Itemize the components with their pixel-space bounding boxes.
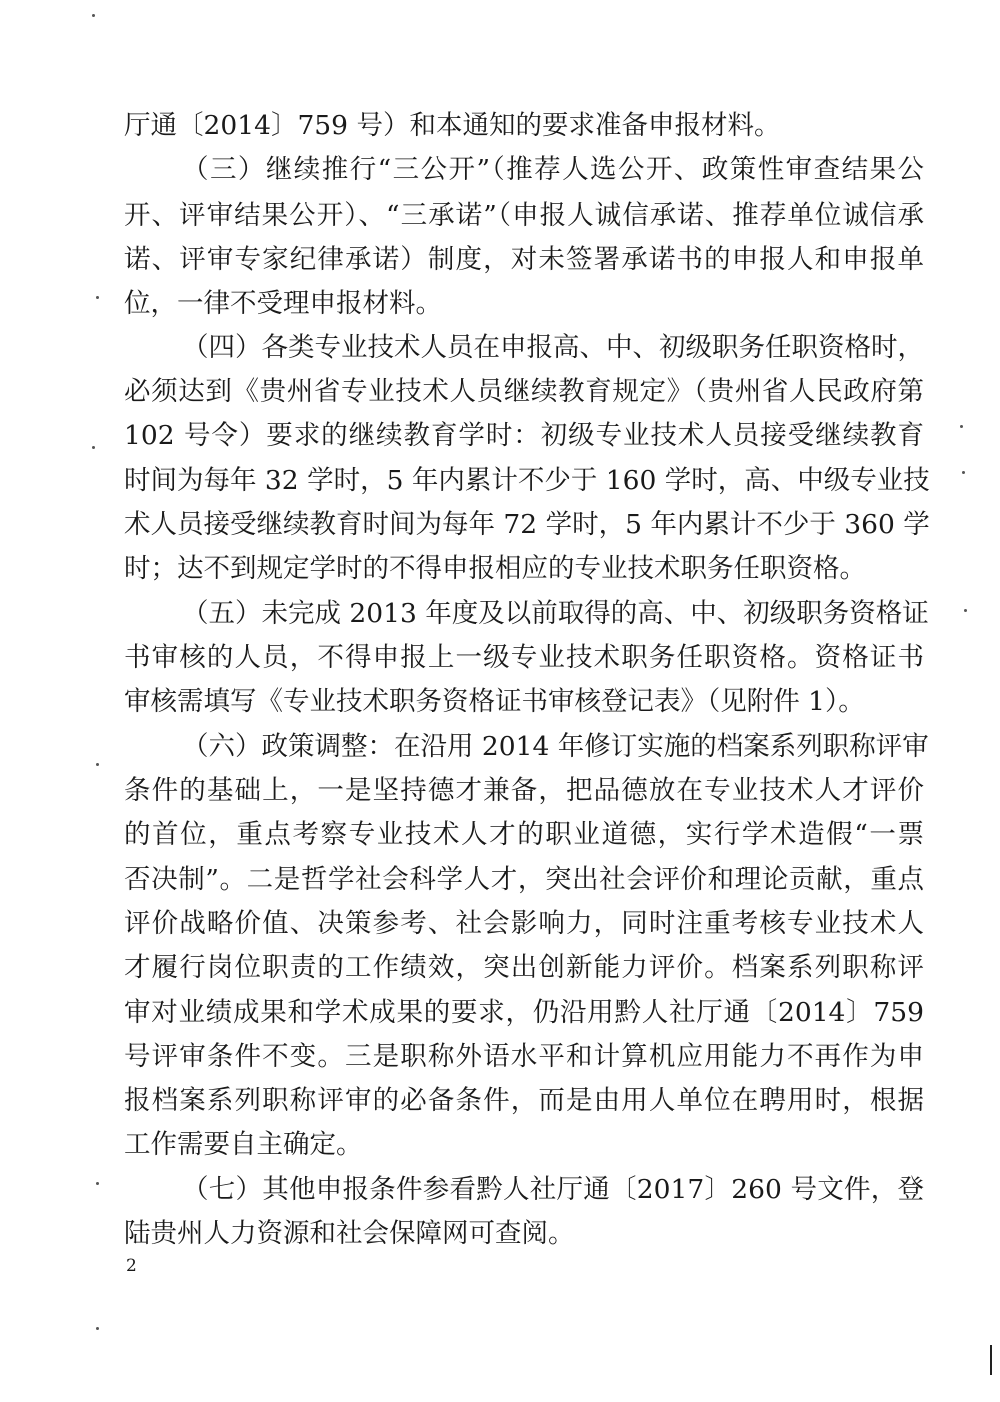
text-line-24: 工作需要自主确定。 bbox=[124, 1129, 363, 1160]
scan-speck bbox=[96, 763, 99, 766]
text-line-22: 号评审条件不变。三是职称外语水平和计算机应用能力不再作为申 bbox=[124, 1041, 924, 1072]
scan-edge-mark bbox=[990, 1345, 992, 1375]
text-line-10: 术人员接受继续教育时间为每年 72 学时，5 年内累计不少于 360 学 bbox=[124, 509, 930, 540]
text-line-14: 审核需填写《专业技术职务资格证书审核登记表》（见附件 1）。 bbox=[124, 686, 865, 717]
text-line-7: 必须达到《贵州省专业技术人员继续教育规定》（贵州省人民政府第 bbox=[124, 376, 924, 407]
text-line-11: 时；达不到规定学时的不得申报相应的专业技术职务任职资格。 bbox=[124, 553, 866, 584]
text-line-13: 书审核的人员，不得申报上一级专业技术职务任职资格。资格证书 bbox=[124, 642, 924, 673]
text-line-18: 否决制”。二是哲学社会科学人才，突出社会评价和理论贡献，重点 bbox=[124, 864, 924, 895]
text-line-1: 厅通〔2014〕759 号）和本通知的要求准备申报材料。 bbox=[124, 110, 781, 141]
text-line-9: 时间为每年 32 学时，5 年内累计不少于 160 学时，高、中级专业技 bbox=[124, 465, 930, 496]
text-line-4: 诺、评审专家纪律承诺）制度，对未签署承诺书的申报人和申报单 bbox=[124, 244, 924, 275]
text-line-21: 审对业绩成果和学术成果的要求，仍沿用黔人社厅通〔2014〕759 bbox=[124, 997, 924, 1028]
text-line-26: 陆贵州人力资源和社会保障网可查阅。 bbox=[124, 1218, 575, 1249]
scan-speck bbox=[96, 296, 99, 299]
text-line-25: （七）其他申报条件参看黔人社厅通〔2017〕260 号文件，登 bbox=[182, 1174, 924, 1205]
scan-speck bbox=[96, 1327, 99, 1330]
scan-speck bbox=[960, 425, 963, 428]
text-line-17: 的首位，重点考察专业技术人才的职业道德，实行学术造假“一票 bbox=[124, 819, 924, 850]
text-line-16: 条件的基础上，一是坚持德才兼备，把品德放在专业技术人才评价 bbox=[124, 775, 924, 806]
text-line-8: 102 号令）要求的继续教育学时：初级专业技术人员接受继续教育 bbox=[124, 420, 924, 451]
text-line-20: 才履行岗位职责的工作绩效，突出创新能力评价。档案系列职称评 bbox=[124, 952, 924, 983]
page-number: 2 bbox=[126, 1256, 137, 1276]
text-line-23: 报档案系列职称评审的必备条件，而是由用人单位在聘用时，根据 bbox=[124, 1085, 924, 1116]
text-line-3: 开、评审结果公开）、“三承诺”（申报人诚信承诺、推荐单位诚信承 bbox=[124, 200, 924, 231]
text-line-12: （五）未完成 2013 年度及以前取得的高、中、初级职务资格证 bbox=[182, 598, 929, 629]
scan-speck bbox=[96, 1182, 99, 1185]
scan-speck bbox=[964, 609, 967, 612]
text-line-19: 评价战略价值、决策参考、社会影响力，同时注重考核专业技术人 bbox=[124, 908, 924, 939]
text-line-15: （六）政策调整：在沿用 2014 年修订实施的档案系列职称评审 bbox=[182, 731, 929, 762]
scan-speck bbox=[92, 446, 95, 449]
text-line-6: （四）各类专业技术人员在申报高、中、初级职务任职资格时， bbox=[182, 332, 924, 363]
text-line-5: 位，一律不受理申报材料。 bbox=[124, 288, 442, 319]
scan-speck bbox=[92, 14, 95, 17]
scan-speck bbox=[962, 471, 965, 474]
text-line-2: （三）继续推行“三公开”（推荐人选公开、政策性审查结果公 bbox=[182, 154, 924, 185]
